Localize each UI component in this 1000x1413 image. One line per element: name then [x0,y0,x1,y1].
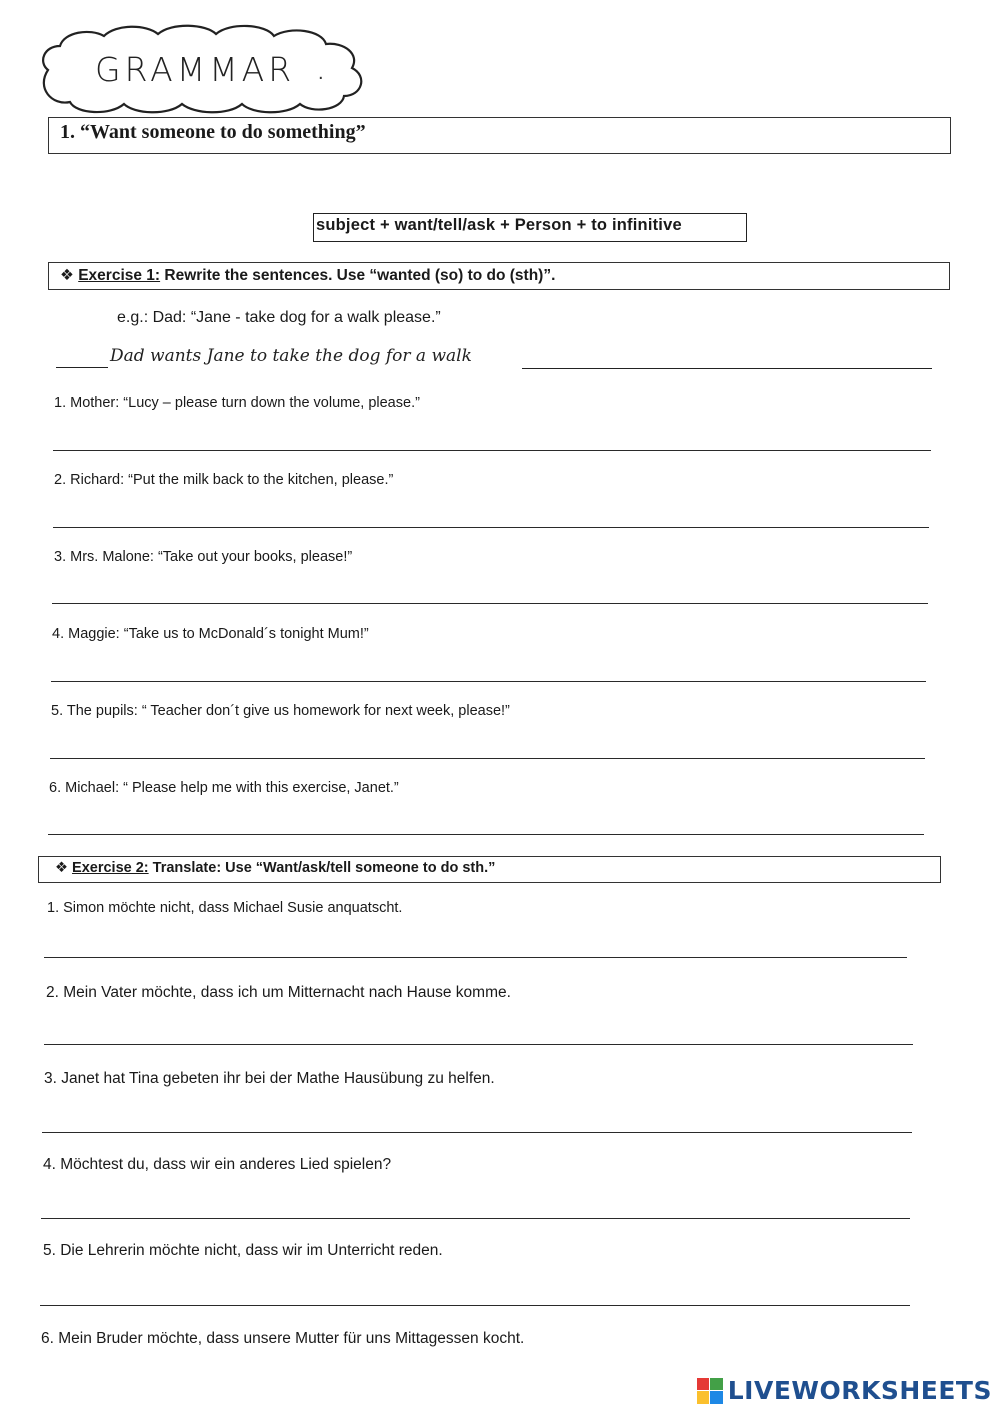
exercise2-answer-line[interactable] [42,1132,912,1133]
exercise1-question: 6. Michael: “ Please help me with this exercise, Janet.” [49,780,399,796]
bullet-icon: ❖ [55,860,68,876]
exercise2-answer-line[interactable] [44,1044,913,1045]
title-mark: . [318,62,324,84]
exercise2-question: 6. Mein Bruder möchte, dass unsere Mutter für uns Mittagessen kocht. [41,1330,525,1347]
example-prompt: e.g.: Dad: “Jane - take dog for a walk please.” [117,309,441,326]
exercise2-heading [55,860,495,876]
exercise1-instruction: Rewrite the sentences. Use “wanted (so) to do (sth)”. [160,267,556,284]
exercise2-question: 3. Janet hat Tina gebeten ihr bei der Mathe Hausübung zu helfen. [44,1070,495,1087]
exercise1-question: 4. Maggie: “Take us to McDonald´s tonight Mum!” [52,626,369,642]
section-heading: 1. “Want someone to do something” [60,121,366,143]
exercise2-question: 5. Die Lehrerin möchte nicht, dass wir im Unterricht reden. [43,1242,443,1259]
exercise2-question: 1. Simon möchte nicht, dass Michael Susie anquatscht. [47,900,403,916]
exercise2-answer-line[interactable] [41,1218,910,1219]
example-answer: Dad wants Jane to take the dog for a walk [110,346,472,366]
exercise1-question: 3. Mrs. Malone: “Take out your books, please!” [54,549,353,565]
exercise2-answer-line[interactable] [44,957,907,958]
bullet-icon: ❖ [60,267,74,284]
exercise1-answer-line[interactable] [53,527,929,528]
example-answer-line-right [522,368,932,369]
exercise2-instruction: Translate: Use “Want/ask/tell someone to do sth.” [148,860,496,876]
exercise2-answer-line[interactable] [40,1305,910,1306]
exercise1-label: Exercise 1: [78,267,161,284]
exercise1-question: 2. Richard: “Put the milk back to the kitchen, please.” [54,472,394,488]
exercise2-question: 2. Mein Vater möchte, dass ich um Mitternacht nach Hause komme. [46,984,511,1001]
grammar-formula: subject + want/tell/ask + Person + to infinitive [316,216,682,234]
exercise2-label: Exercise 2: [72,860,149,876]
exercise1-answer-line[interactable] [48,834,924,835]
exercise1-answer-line[interactable] [50,758,925,759]
page-title: GRAMMAR [95,50,296,89]
exercise1-question: 1. Mother: “Lucy – please turn down the volume, please.” [54,395,420,411]
exercise1-heading [60,266,555,285]
liveworksheets-logo-icon [697,1378,723,1404]
example-answer-line-left [56,367,108,368]
exercise1-question: 5. The pupils: “ Teacher don´t give us homework for next week, please!” [51,703,510,719]
brand-name: LIVEWORKSHEETS [727,1376,992,1405]
exercise1-answer-line[interactable] [53,450,931,451]
exercise1-answer-line[interactable] [51,681,926,682]
liveworksheets-brand[interactable] [697,1376,992,1405]
exercise2-question: 4. Möchtest du, dass wir ein anderes Lied spielen? [43,1156,392,1173]
exercise1-answer-line[interactable] [52,603,928,604]
